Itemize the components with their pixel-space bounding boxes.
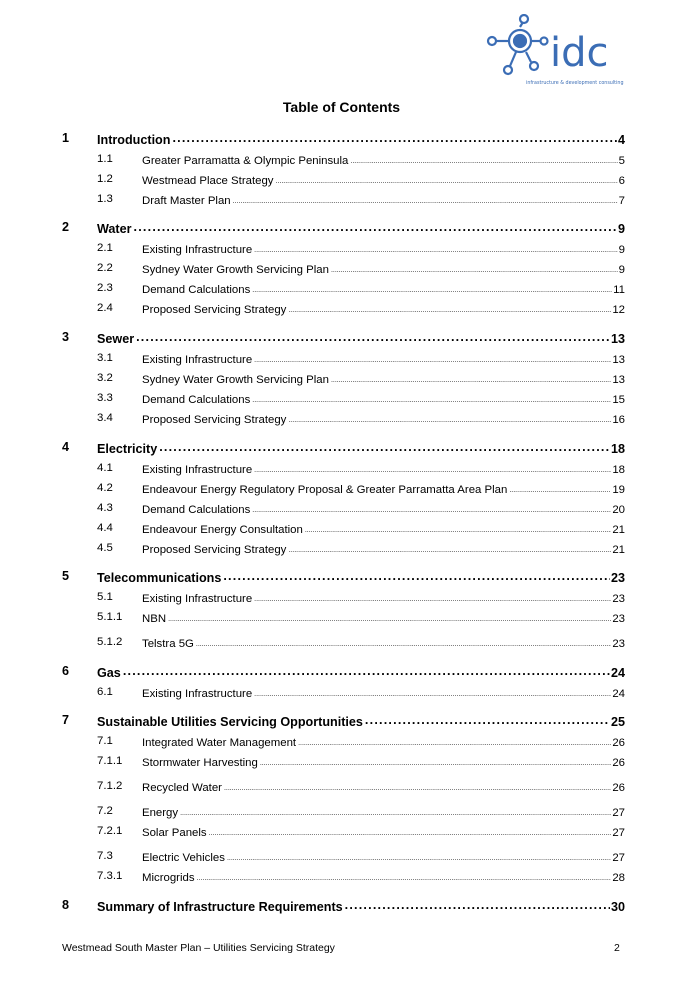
toc-dot-leader xyxy=(252,282,612,293)
toc-entry-title: Microgrids xyxy=(142,872,195,885)
toc-entry-title: Endeavour Energy Regulatory Proposal & Greater Parramatta Area Plan xyxy=(142,484,508,497)
toc-entry-title: Draft Master Plan xyxy=(142,195,231,208)
toc-entry-page: 26 xyxy=(612,737,625,750)
toc-entry-number: 4.3 xyxy=(97,502,113,514)
toc-entry-number: 5.1.2 xyxy=(97,636,123,648)
toc-dot-leader xyxy=(168,611,611,622)
toc-dot-leader xyxy=(196,636,611,647)
toc-entry-page: 23 xyxy=(612,613,625,626)
toc-dot-leader xyxy=(345,898,610,911)
toc-entry-title: Westmead Place Strategy xyxy=(142,175,274,188)
toc-dot-leader xyxy=(254,591,611,602)
toc-dot-leader xyxy=(209,825,612,836)
toc-entry-number: 5.1 xyxy=(97,591,113,603)
toc-dot-leader xyxy=(254,242,618,253)
toc-entry-title: Sewer xyxy=(97,331,135,346)
toc-entry-number: 2.3 xyxy=(97,282,113,294)
toc-entry-title: Telecommunications xyxy=(97,570,222,585)
toc-entry-page: 7 xyxy=(618,195,625,208)
toc-entry-page: 19 xyxy=(612,484,625,497)
toc-entry-page: 12 xyxy=(612,304,625,317)
toc-entry-number: 3.2 xyxy=(97,372,113,384)
toc-dot-leader xyxy=(223,569,610,582)
footer-document-title: Westmead South Master Plan – Utilities Servicing Strategy xyxy=(62,942,335,954)
toc-dot-leader xyxy=(288,302,611,313)
logo-wordmark: idc xyxy=(550,30,609,76)
toc-entry-page: 25 xyxy=(610,714,625,729)
toc-entry-page: 6 xyxy=(618,175,625,188)
toc-dot-leader xyxy=(159,440,610,453)
toc-entry-title: Recycled Water xyxy=(142,782,222,795)
toc-dot-leader xyxy=(305,522,611,533)
toc-entry-number: 3.3 xyxy=(97,392,113,404)
toc-entry-page: 4 xyxy=(617,132,625,147)
toc-entry-title: Sustainable Utilities Servicing Opportunities xyxy=(97,714,363,729)
toc-entry-number: 6 xyxy=(62,664,70,678)
toc-entry-title: Proposed Servicing Strategy xyxy=(142,414,287,427)
toc-dot-leader xyxy=(136,330,610,343)
page-title: Table of Contents xyxy=(282,99,401,115)
toc-entry-title: Solar Panels xyxy=(142,827,207,840)
toc-entry-page: 27 xyxy=(612,807,625,820)
toc-entry-number: 6.1 xyxy=(97,686,113,698)
toc-entry-page: 23 xyxy=(612,638,625,651)
toc-entry-number: 7.1.2 xyxy=(97,780,123,792)
toc-dot-leader xyxy=(123,664,610,677)
toc-entry-title: Electric Vehicles xyxy=(142,852,225,865)
toc-entry-number: 7.1 xyxy=(97,735,113,747)
toc-entry-title: Integrated Water Management xyxy=(142,737,297,750)
toc-entry-page: 21 xyxy=(612,544,625,557)
toc-entry-number: 7.3 xyxy=(97,850,113,862)
toc-entry-title: Existing Infrastructure xyxy=(142,688,253,701)
toc-entry-number: 2.1 xyxy=(97,242,113,254)
toc-entry-title: Sydney Water Growth Servicing Plan xyxy=(142,264,329,277)
toc-entry-page: 18 xyxy=(610,441,625,456)
toc-entry-page: 24 xyxy=(612,688,625,701)
toc-entry-number: 7.3.1 xyxy=(97,870,123,882)
toc-entry-page: 16 xyxy=(612,414,625,427)
logo-tagline: infrastructure & development consulting xyxy=(526,81,624,86)
toc-dot-leader xyxy=(233,193,618,204)
toc-entry-number: 3 xyxy=(62,330,70,344)
toc-entry-title: Stormwater Harvesting xyxy=(142,757,258,770)
toc-entry-page: 18 xyxy=(612,464,625,477)
toc-dot-leader xyxy=(227,850,611,861)
toc-dot-leader xyxy=(288,542,611,553)
toc-entry-page: 27 xyxy=(612,852,625,865)
toc-dot-leader xyxy=(365,713,610,726)
toc-entry-title: Gas xyxy=(97,665,121,680)
toc-entry-title: Proposed Servicing Strategy xyxy=(142,304,287,317)
toc-entry-title: Proposed Servicing Strategy xyxy=(142,544,287,557)
toc-dot-leader xyxy=(509,482,611,493)
toc-dot-leader xyxy=(252,392,611,403)
toc-entry-page: 21 xyxy=(612,524,625,537)
toc-entry-title: Demand Calculations xyxy=(142,504,251,517)
toc-entry-page: 5 xyxy=(618,155,625,168)
toc-entry-page: 15 xyxy=(612,394,625,407)
toc-entry-number: 5 xyxy=(62,569,70,583)
toc-entry-number: 2.4 xyxy=(97,302,113,314)
toc-entry-number: 3.1 xyxy=(97,352,113,364)
toc-dot-leader xyxy=(172,131,617,144)
toc-entry-title: Endeavour Energy Consultation xyxy=(142,524,303,537)
toc-entry-number: 3.4 xyxy=(97,412,113,424)
toc-entry-title: Electricity xyxy=(97,441,158,456)
toc-entry-page: 20 xyxy=(612,504,625,517)
toc-dot-leader xyxy=(288,412,611,423)
toc-entry-title: Existing Infrastructure xyxy=(142,244,253,257)
toc-entry-title: Existing Infrastructure xyxy=(142,593,253,606)
toc-entry-title: Water xyxy=(97,221,132,236)
toc-entry-title: Energy xyxy=(142,807,179,820)
toc-entry-page: 23 xyxy=(610,570,625,585)
toc-entry-page: 23 xyxy=(612,593,625,606)
toc-dot-leader xyxy=(197,870,612,881)
toc-dot-leader xyxy=(134,220,617,233)
toc-dot-leader xyxy=(254,686,611,697)
toc-entry-number: 4.2 xyxy=(97,482,113,494)
toc-entry-title: Greater Parramatta & Olympic Peninsula xyxy=(142,155,349,168)
toc-entry-page: 9 xyxy=(618,244,625,257)
toc-dot-leader xyxy=(180,805,611,816)
toc-entry-page: 30 xyxy=(610,899,625,914)
toc-entry-title: Summary of Infrastructure Requirements xyxy=(97,899,343,914)
toc-entry-number: 7 xyxy=(62,713,70,727)
toc-entry-number: 5.1.1 xyxy=(97,611,123,623)
footer-page-number: 2 xyxy=(614,942,620,954)
toc-entry-number: 1 xyxy=(62,131,70,145)
toc-entry-title: Existing Infrastructure xyxy=(142,464,253,477)
toc-entry-number: 7.1.1 xyxy=(97,755,123,767)
toc-entry-number: 1.1 xyxy=(97,153,113,165)
toc-entry-number: 4.4 xyxy=(97,522,113,534)
toc-dot-leader xyxy=(298,735,611,746)
toc-entry-number: 4 xyxy=(62,440,70,454)
toc-entry-title: Telstra 5G xyxy=(142,638,194,651)
toc-dot-leader xyxy=(260,755,611,766)
toc-entry-title: Introduction xyxy=(97,132,171,147)
toc-entry-page: 9 xyxy=(618,264,625,277)
toc-entry-page: 27 xyxy=(612,827,625,840)
toc-dot-leader xyxy=(275,173,617,184)
toc-entry-title: NBN xyxy=(142,613,167,626)
toc-dot-leader xyxy=(331,262,618,273)
toc-entry-page: 13 xyxy=(612,374,625,387)
toc-entry-number: 4.1 xyxy=(97,462,113,474)
toc-entry-page: 13 xyxy=(610,331,625,346)
toc-entry-page: 24 xyxy=(610,665,625,680)
toc-entry-title: Sydney Water Growth Servicing Plan xyxy=(142,374,329,387)
toc-entry-number: 7.2.1 xyxy=(97,825,123,837)
toc-entry-number: 1.2 xyxy=(97,173,113,185)
toc-entry-page: 9 xyxy=(617,221,625,236)
toc-entry-number: 8 xyxy=(62,898,70,912)
toc-entry-page: 26 xyxy=(612,782,625,795)
toc-entry-number: 1.3 xyxy=(97,193,113,205)
toc-entry-title: Existing Infrastructure xyxy=(142,354,253,367)
toc-entry-number: 2 xyxy=(62,220,70,234)
toc-entry-number: 2.2 xyxy=(97,262,113,274)
toc-entry-page: 13 xyxy=(612,354,625,367)
toc-dot-leader xyxy=(350,153,617,164)
toc-entry-number: 4.5 xyxy=(97,542,113,554)
toc-dot-leader xyxy=(254,462,611,473)
toc-entry-title: Demand Calculations xyxy=(142,394,251,407)
toc-entry-title: Demand Calculations xyxy=(142,284,251,297)
toc-dot-leader xyxy=(252,502,611,513)
toc-dot-leader xyxy=(254,352,611,363)
toc-entry-page: 26 xyxy=(612,757,625,770)
toc-entry-number: 7.2 xyxy=(97,805,113,817)
toc-dot-leader xyxy=(331,372,611,383)
toc-entry-page: 11 xyxy=(613,284,625,297)
toc-dot-leader xyxy=(224,780,611,791)
toc-entry-page: 28 xyxy=(612,872,625,885)
